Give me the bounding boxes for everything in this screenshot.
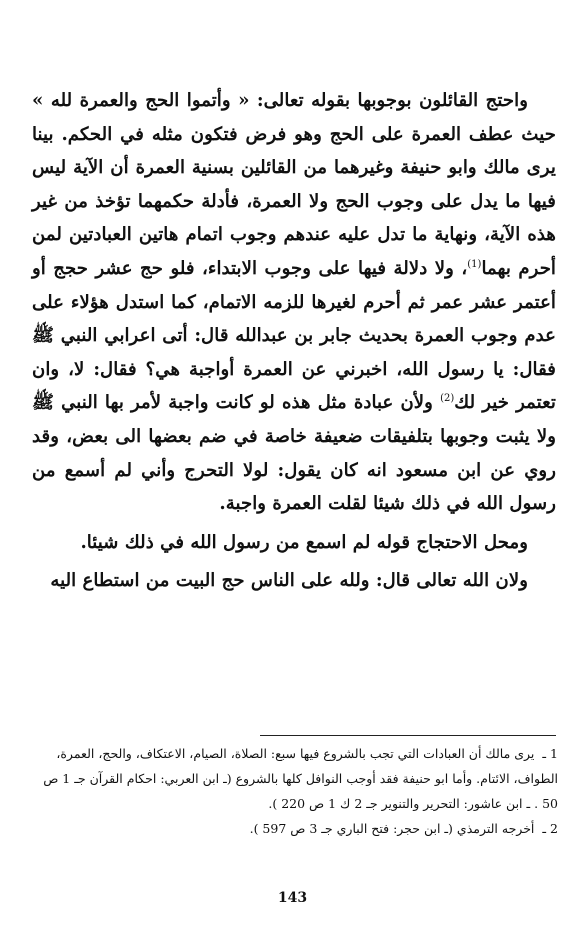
main-text xyxy=(32,84,556,598)
paragraph: ولان الله تعالى قال: ولله على الناس حج البيت من استطاع اليه xyxy=(50,570,528,592)
paragraph-text: واحتج القائلون بوجوبها بقوله تعالى: « وأتموا الحج والعمرة لله » حيث عطف العمرة على الحج وهو فرض فتكون مثله في الحكم. بينا يرى مالك وابو حنيفة وغيرهما من القائلين بسنية العمرة أن الآية ليس فيها ما يدل على وجوب الحج ولا العمرة، فأدلة حكمهما تؤخذ من غير هذه الآية، ونهاية ما تدل عليه عندهم وجوب اتمام هاتين العبادتين لمن أحرم بهما xyxy=(32,90,556,279)
footnote-reference: (1) xyxy=(467,258,482,270)
page-number: 143 xyxy=(277,890,308,906)
paragraph-text: ، ولا دلالة فيها على وجوب الابتداء، فلو حج عشر حجج أو أعتمر عشر عمر ثم أحرم لغيرها للزمه الاتمام، كما استدل هؤلاء على عدم وجوب العمرة بحديث جابر بن عبدالله قال: أتى اعرابي النبي ﷺ فقال: يا رسول الله، اخبرني عن العمرة أواجبة هي؟ فقال: لا، وان تعتمر خير لك xyxy=(32,257,556,414)
footnote xyxy=(30,741,558,816)
paragraph: ومحل الاحتجاج قوله لم اسمع من رسول الله في ذلك شيئا. xyxy=(80,531,528,553)
footnote xyxy=(30,816,558,841)
footnote-divider xyxy=(260,735,556,736)
footnotes xyxy=(30,741,558,841)
footnote-number: 2 ـ xyxy=(542,821,558,836)
footnote-text: أخرجه الترمذي (ـ ابن حجر: فتح الباري جـ 3 ص 597 ). xyxy=(249,821,535,836)
footnote-text: يرى مالك أن العبادات التي تجب بالشروع فيها سبع: الصلاة، الصيام، الاعتكاف، والحج، العمرة، الطواف، الائتام. وأما ابو حنيفة فقد أوجب النوافل كلها بالشروع (ـ ابن العربي: احكام القرآن جـ 1 ص 50 . ـ ابن عاشور: التحرير والتنوير جـ 2 ك 1 ص 220 ). xyxy=(43,746,558,811)
paragraph xyxy=(32,84,556,521)
footnote-number: 1 ـ xyxy=(542,746,558,761)
paragraph-text: ولأن عبادة مثل هذه لو كانت واجبة لأمر بها النبي ﷺ ولا يثبت وجوبها بتلفيقات ضعيفة خاصة في ضم بعضها الى بعض، وقد روي عن ابن مسعود انه كان يقول: لولا التحرج وأني لم أسمع من رسول الله في ذلك شيئا لقلت العمرة واجبة. xyxy=(32,392,556,515)
footnote-reference: (2) xyxy=(440,393,455,405)
